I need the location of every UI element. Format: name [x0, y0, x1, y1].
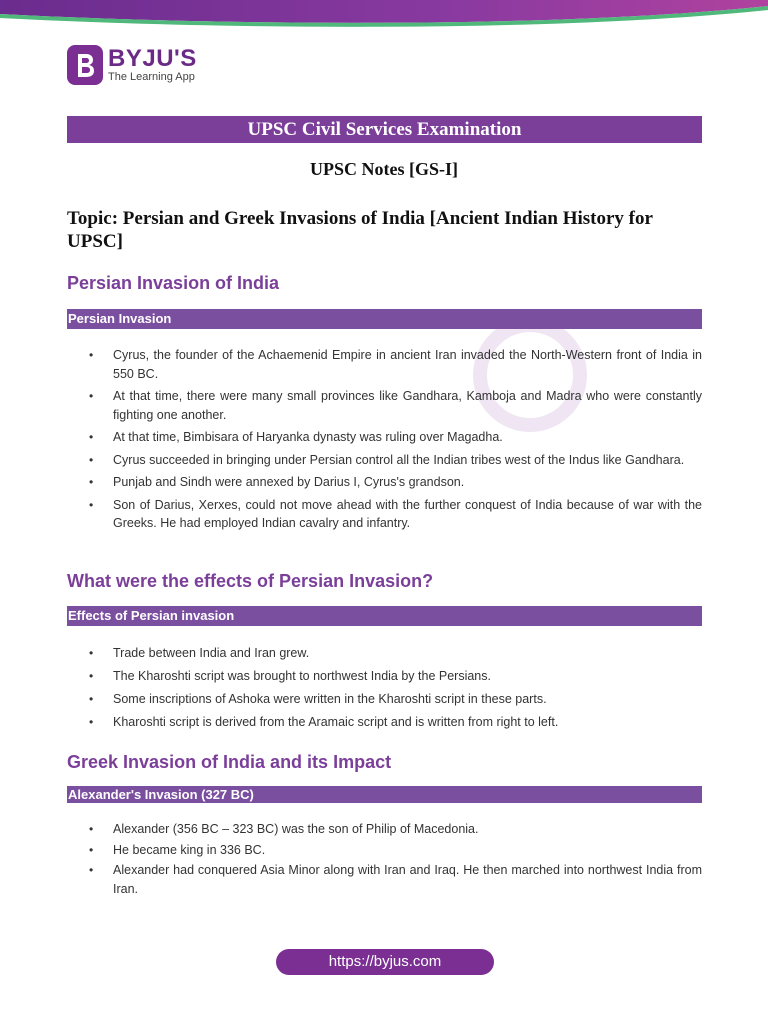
- footer-url-link[interactable]: https://byjus.com: [276, 949, 494, 975]
- list-item: • At that time, there were many small provinces like Gandhara, Kamboja and Madra who were constantly fighting one another.: [89, 389, 702, 422]
- subheading-bar-persian-effects: Effects of Persian invasion: [67, 606, 702, 626]
- bullet-icon: •: [89, 475, 94, 489]
- brand-tagline: The Learning App: [108, 70, 195, 83]
- section-heading-persian-effects: What were the effects of Persian Invasion?: [67, 571, 434, 591]
- bullet-list-persian-effects: [67, 644, 702, 732]
- bullet-icon: •: [89, 497, 94, 512]
- list-item: • Trade between India and Iran grew.: [67, 644, 702, 663]
- list-item: • Alexander (356 BC – 323 BC) was the son of Philip of Macedonia.: [67, 820, 702, 839]
- bullet-icon: •: [89, 842, 94, 857]
- subheading-bar-alexander-invasion: Alexander's Invasion (327 BC): [67, 786, 702, 803]
- list-item: • Cyrus, the founder of the Achaemenid Empire in ancient Iran invaded the North-Western front of India in 550 BC.: [89, 348, 702, 381]
- byjus-b-icon: [67, 45, 103, 85]
- exam-title-banner: UPSC Civil Services Examination: [67, 116, 702, 143]
- bullet-icon: •: [89, 646, 94, 660]
- subheading-bar-persian-invasion: Persian Invasion: [67, 309, 702, 329]
- bullet-icon: •: [89, 822, 94, 836]
- bullet-list-greek-invasion: [67, 820, 702, 898]
- top-decorative-band: [0, 0, 768, 30]
- bullet-icon: •: [89, 430, 94, 444]
- topic-heading: Topic: Persian and Greek Invasions of India [Ancient Indian History for UPSC]: [67, 208, 653, 252]
- list-item: • The Kharoshti script was brought to northwest India by the Persians.: [67, 667, 702, 686]
- bullet-icon: •: [89, 452, 94, 467]
- bullet-icon: •: [89, 669, 94, 683]
- bullet-icon: •: [89, 389, 94, 403]
- list-item: • Cyrus succeeded in bringing under Persian control all the Indian tribes west of the Indus like Gandhara.: [67, 451, 702, 470]
- list-item: • Some inscriptions of Ashoka were written in the Kharoshti script in these parts.: [67, 690, 702, 709]
- bullet-icon: •: [89, 863, 94, 877]
- list-item: • At that time, Bimbisara of Haryanka dynasty was ruling over Magadha.: [67, 428, 702, 447]
- notes-title: UPSC Notes [GS-I]: [310, 159, 458, 179]
- bullet-icon: •: [89, 715, 94, 729]
- section-heading-persian-invasion: Persian Invasion of India: [67, 273, 280, 293]
- list-item: • Kharoshti script is derived from the Aramaic script and is written from right to left.: [67, 713, 702, 732]
- list-item: • Son of Darius, Xerxes, could not move ahead with the further conquest of India because of war with the Greeks. He had employed Indian cavalry and infantry.: [89, 497, 702, 530]
- list-item: • He became king in 336 BC.: [67, 841, 702, 860]
- byjus-logo: [67, 45, 197, 85]
- list-item: • Punjab and Sindh were annexed by Darius I, Cyrus's grandson.: [67, 473, 702, 492]
- brand-name: BYJU'S: [108, 44, 197, 72]
- bullet-icon: •: [89, 348, 94, 362]
- bullet-icon: •: [89, 692, 94, 706]
- list-item: • Alexander had conquered Asia Minor along with Iran and Iraq. He then marched into northwest India from Iran.: [89, 863, 702, 896]
- section-heading-greek-invasion: Greek Invasion of India and its Impact: [67, 752, 392, 772]
- bullet-list-persian-invasion: [67, 346, 702, 533]
